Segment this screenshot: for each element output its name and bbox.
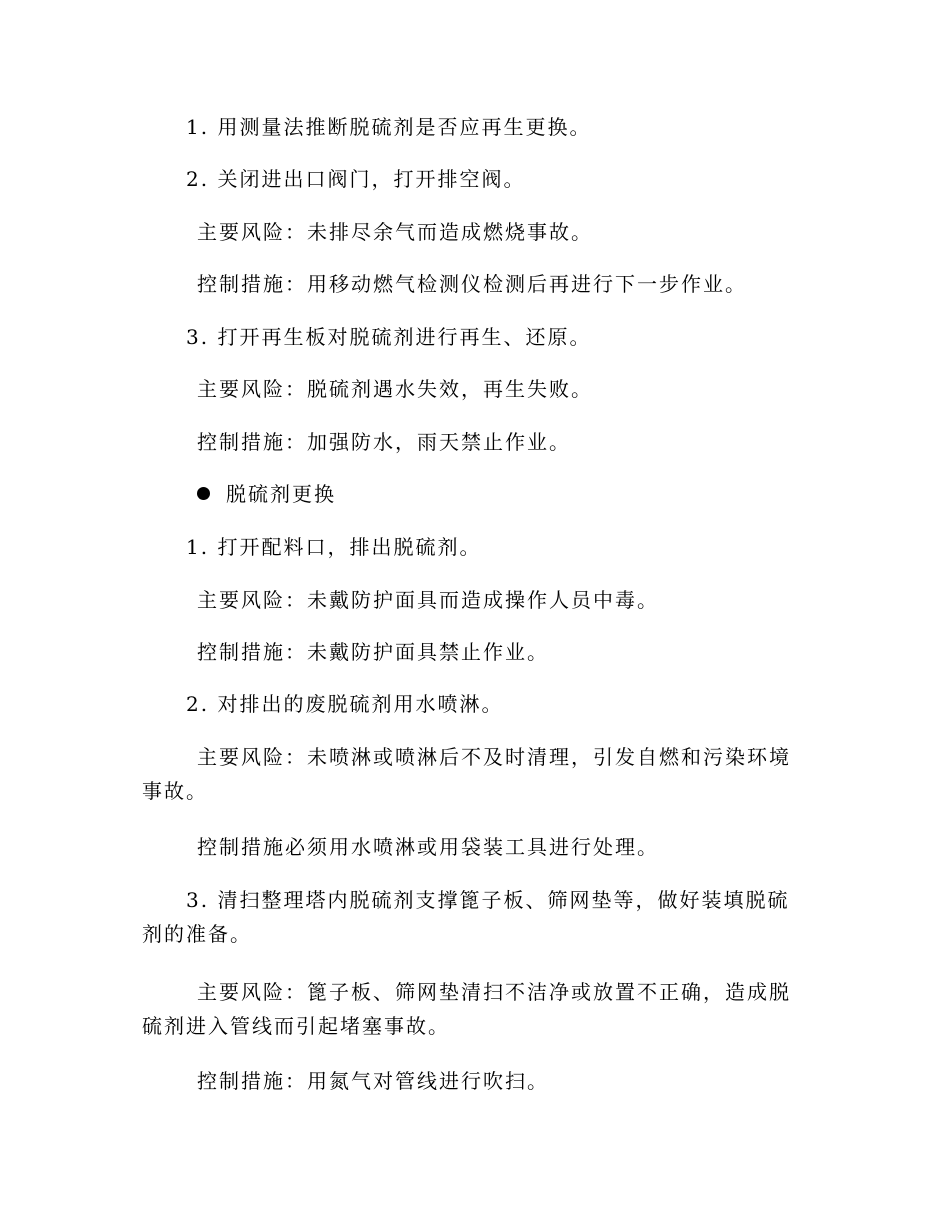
step-1-measure: 1. 用测量法推断脱硫剂是否应再生更换。 [186,115,592,139]
section-heading-replacement [197,482,336,506]
control-nitrogen-purge: 控制措施：用氮气对管线进行吹扫。 [197,1069,549,1093]
bullet-icon [197,487,210,500]
risk-residual-gas: 主要风险：未排尽余气而造成燃烧事故。 [197,220,593,244]
step-2-close-valves: 2. 关闭进出口阀门，打开排空阀。 [186,167,526,191]
control-spray-bag: 控制措施必须用水喷淋或用袋装工具进行处理。 [197,835,659,859]
step-2-spray: 2. 对排出的废脱硫剂用水喷淋。 [186,692,504,716]
control-face-mask: 控制措施：未戴防护面具禁止作业。 [197,640,549,664]
control-waterproof: 控制措施：加强防水，雨天禁止作业。 [197,430,571,454]
risk-pipeline-block: 主要风险：篦子板、筛网垫清扫不洁净或放置不正确，造成脱硫剂进入管线而引起堵塞事故。 [142,980,791,1038]
step-1-open-port: 1. 打开配料口，排出脱硫剂。 [186,535,482,559]
control-gas-detector: 控制措施：用移动燃气检测仪检测后再进行下一步作业。 [197,272,747,296]
section-heading-text: 脱硫剂更换 [226,482,336,506]
risk-self-ignition: 主要风险：未喷淋或喷淋后不及时清理，引发自燃和污染环境事故。 [142,745,791,803]
step-3-regenerate: 3. 打开再生板对脱硫剂进行再生、还原。 [186,325,592,349]
risk-poisoning: 主要风险：未戴防护面具而造成操作人员中毒。 [197,588,659,612]
step-3-clean-tower: 3. 清扫整理塔内脱硫剂支撑篦子板、筛网垫等，做好装填脱硫剂的准备。 [142,888,790,946]
risk-water-failure: 主要风险：脱硫剂遇水失效，再生失败。 [197,377,593,401]
